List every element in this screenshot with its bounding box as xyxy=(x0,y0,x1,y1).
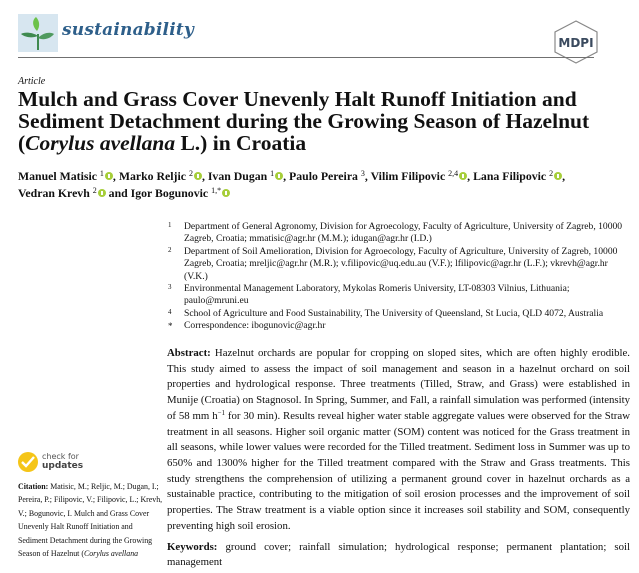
orcid-icon[interactable] xyxy=(105,172,113,180)
affiliations-list xyxy=(168,221,628,333)
check-for-updates-button[interactable] xyxy=(18,452,98,476)
affiliation-number: 3 xyxy=(168,283,172,292)
keywords-label: Keywords: xyxy=(167,541,218,553)
orcid-icon[interactable] xyxy=(554,172,562,180)
author-name[interactable]: Manuel Matisic xyxy=(18,169,97,183)
mdpi-logo-text: MDPI xyxy=(558,36,594,50)
author-name[interactable]: Vilim Filipovic xyxy=(370,169,446,183)
title-species-name: Corylus avellana xyxy=(25,131,176,155)
author-affiliation-sup: 1 xyxy=(270,169,275,178)
author-affiliation-sup: 3 xyxy=(360,169,365,178)
author-separator: , xyxy=(201,169,208,183)
citation xyxy=(18,480,163,560)
citation-species-name: Corylus avellana xyxy=(83,549,139,559)
affiliation-text: Correspondence: ibogunovic@agr.hr xyxy=(184,320,326,332)
affiliation-item xyxy=(168,320,628,332)
check-for-label: check for xyxy=(42,452,79,461)
abstract xyxy=(167,346,630,534)
author-name[interactable]: Vedran Krevh xyxy=(18,186,90,200)
affiliation-number: 2 xyxy=(168,245,172,254)
header-divider xyxy=(18,57,594,58)
abstract-label: Abstract: xyxy=(167,347,211,359)
article-title xyxy=(18,88,628,154)
affiliation-item xyxy=(168,283,628,308)
author-affiliation-sup: 2 xyxy=(92,186,97,195)
author-separator: , xyxy=(364,169,371,183)
affiliation-item xyxy=(168,221,628,246)
author-separator: and xyxy=(105,186,131,200)
author-affiliation-sup: 2 xyxy=(188,169,193,178)
author-name[interactable]: Marko Reljic xyxy=(118,169,186,183)
author-list xyxy=(18,168,628,202)
author-affiliation-sup: 2,4 xyxy=(448,169,459,178)
updates-label: updates xyxy=(42,461,84,471)
affiliation-text: Department of General Agronomy, Division for Agroecology, Faculty of Agriculture, University of Zagreb, 10000 Zagreb, Croatia; mmatisic@agr.hr (M.M.); idugan@agr.hr (I.D.) xyxy=(184,221,623,245)
orcid-icon[interactable] xyxy=(459,172,467,180)
affiliation-number: 4 xyxy=(168,307,172,316)
orcid-icon[interactable] xyxy=(98,189,106,197)
affiliation-number: 1 xyxy=(168,221,172,229)
author-name[interactable]: Ivan Dugan xyxy=(207,169,268,183)
author-name[interactable]: Igor Bogunovic xyxy=(130,186,209,200)
author-separator: , xyxy=(112,169,119,183)
author-affiliation-sup: 1 xyxy=(99,169,104,178)
journal-name: sustainability xyxy=(62,20,194,40)
keywords-text: ground cover; rainfall simulation; hydrological response; permanent plantation; soil management xyxy=(167,541,630,568)
orcid-icon[interactable] xyxy=(222,189,230,197)
abstract-superscript: −1 xyxy=(217,408,226,417)
author-separator: , xyxy=(283,169,290,183)
affiliation-item xyxy=(168,246,628,283)
author-separator: , xyxy=(562,169,566,183)
author-separator: , xyxy=(467,169,474,183)
orcid-icon[interactable] xyxy=(194,172,202,180)
journal-header xyxy=(18,14,620,58)
checkmark-icon xyxy=(18,452,38,472)
title-text-end: L.) in Croatia xyxy=(175,131,307,155)
citation-text: Matisic, M.; Reljic, M.; Dugan, I.; Pereira, P.; Filipovic, V.; Filipovic, L.; Krevh, V.; Bogunovic, I. Mulch and Grass Cover Unevenly Halt Runoff Initiation and Sediment Detachment during the Growing Season of Hazelnut ( xyxy=(18,482,163,559)
title-text: Mulch and Grass Cover Unevenly Halt Runoff Initiation and Sediment Detachment during the Growing Season of Hazelnut ( xyxy=(18,87,590,155)
abstract-text: Hazelnut orchards are popular for cropping on sloped sites, which are often highly erodible. This study aimed to assess the impact of soil management and season in a hazelnut orchard on soil properties and hydrological response. Three treatments (Tilled, Straw, and Grass) were established in Munije (Croatia) on Stagnosol. In Spring, Summer, and Fall, a rainfall simulation was performed (intensity of 58 mm h xyxy=(167,347,630,422)
author-affiliation-sup: 1,* xyxy=(211,186,222,195)
affiliation-text: Environmental Management Laboratory, Mykolas Romeris University, LT-08303 Vilnius, Lithuania; paulo@mruni.eu xyxy=(184,283,570,307)
orcid-icon[interactable] xyxy=(275,172,283,180)
author-name[interactable]: Lana Filipovic xyxy=(473,169,547,183)
keywords xyxy=(167,540,630,569)
affiliation-item xyxy=(168,308,628,320)
article-type: Article xyxy=(18,76,46,87)
affiliation-text: School of Agriculture and Food Sustainability, The University of Queensland, St Lucia, QLD 4072, Australia xyxy=(184,307,604,319)
abstract-text-cont: for 30 min). Results reveal higher water stable aggregate values were observed for the Straw treatment in all seasons. Higher soil organic matter (SOM) content was noticed for the Grass treatment in all seasons, while lower values were recorded for the Tilled treatment. Sediment loss in Summer was up to 650% and 1300% higher for the Tilled treatment compared with the Straw and Grass treatments. This study strengthens the comprehension of utilizing a permanent ground cover in hazelnut orchards as a sustainable practice, contributing to the mitigation of soil erosion processes and the improvement of soil properties. The Straw treatment is a viable option since it increases soil stability and SOM, consequently preventing high soil erosion. xyxy=(167,409,630,532)
sustainability-logo-icon xyxy=(18,14,58,52)
affiliation-text: Department of Soil Amelioration, Division for Agroecology, Faculty of Agriculture, University of Zagreb, 10000 Zagreb, Croatia; mreljic@agr.hr (M.R.); v.filipovic@uq.edu.au (V.F.); lfilipovic@agr.hr (L.F.); vkrevh@agr.hr (V.K.) xyxy=(184,245,618,282)
author-name[interactable]: Paulo Pereira xyxy=(289,169,358,183)
citation-label: Citation: xyxy=(18,482,49,491)
affiliation-number: * xyxy=(168,321,173,332)
author-affiliation-sup: 2 xyxy=(549,169,554,178)
